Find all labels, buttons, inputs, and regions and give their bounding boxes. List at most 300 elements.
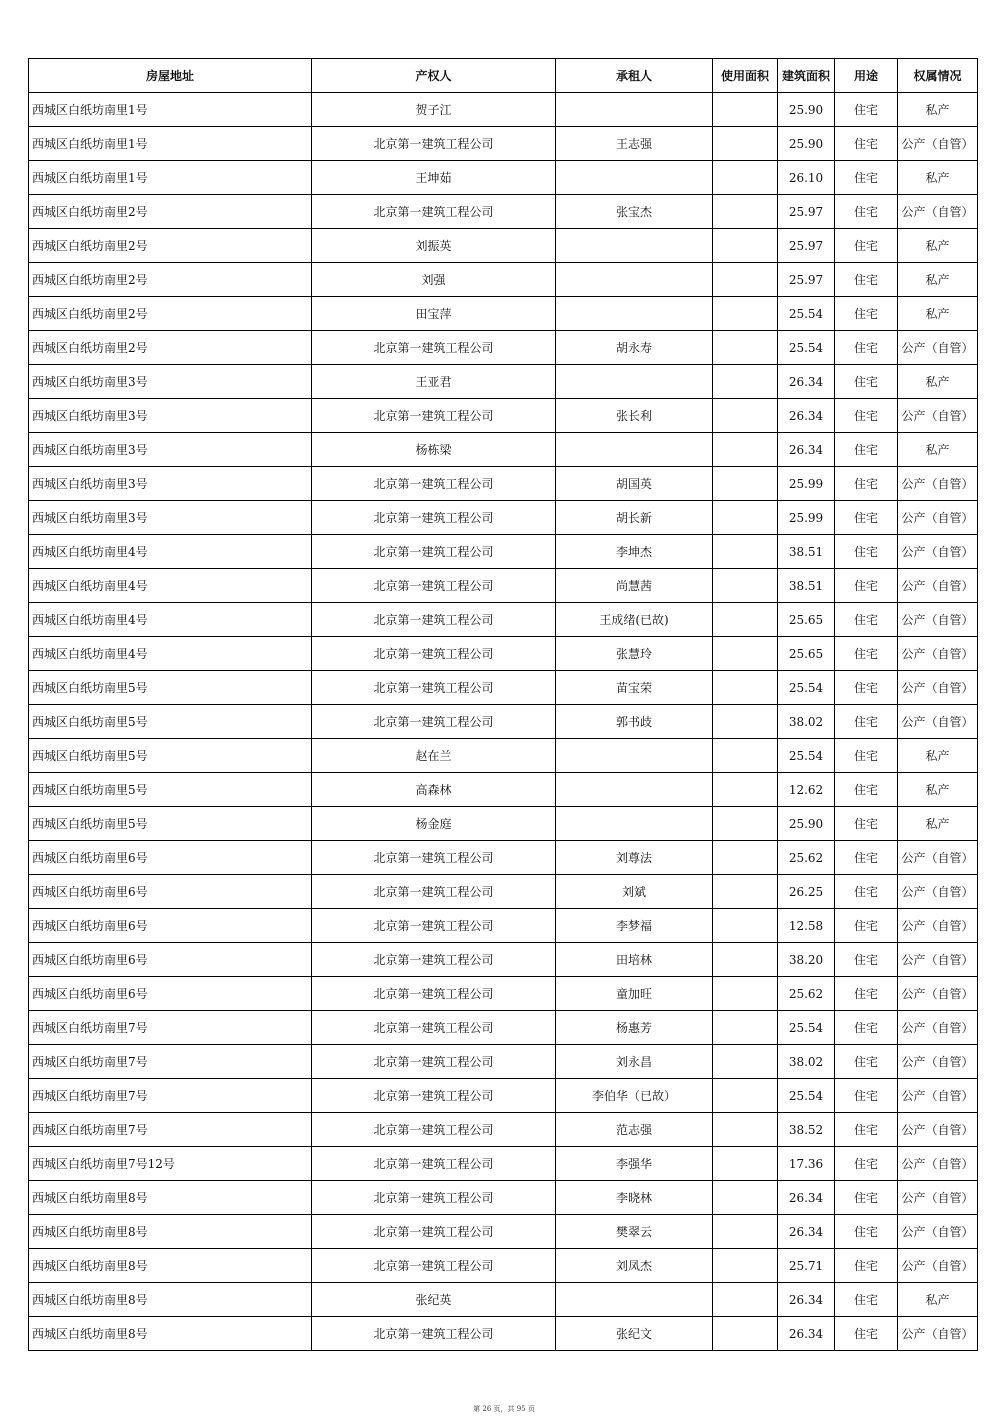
ownership-cell: 公产（自管）	[898, 569, 978, 603]
usable-area-cell	[713, 977, 778, 1011]
tenant-cell: 王志强	[556, 127, 713, 161]
tenant-cell: 李伯华（已故）	[556, 1079, 713, 1113]
usage-cell: 住宅	[835, 93, 898, 127]
address-cell: 西城区白纸坊南里5号	[29, 671, 312, 705]
ownership-cell: 私产	[898, 263, 978, 297]
building-area-cell: 26.10	[778, 161, 835, 195]
tenant-cell: 王成绪(已故)	[556, 603, 713, 637]
tenant-cell: 童加旺	[556, 977, 713, 1011]
owner-cell: 北京第一建筑工程公司	[312, 1249, 556, 1283]
usable-area-cell	[713, 773, 778, 807]
owner-cell: 张纪英	[312, 1283, 556, 1317]
table-row	[29, 637, 978, 671]
tenant-cell: 刘斌	[556, 875, 713, 909]
address-cell: 西城区白纸坊南里7号	[29, 1113, 312, 1147]
usage-cell: 住宅	[835, 467, 898, 501]
owner-cell: 北京第一建筑工程公司	[312, 569, 556, 603]
tenant-cell	[556, 297, 713, 331]
owner-cell: 北京第一建筑工程公司	[312, 1181, 556, 1215]
table-row	[29, 943, 978, 977]
owner-cell: 王坤茹	[312, 161, 556, 195]
tenant-cell	[556, 229, 713, 263]
owner-cell: 北京第一建筑工程公司	[312, 501, 556, 535]
address-cell: 西城区白纸坊南里2号	[29, 331, 312, 365]
owner-cell: 北京第一建筑工程公司	[312, 1079, 556, 1113]
owner-cell: 北京第一建筑工程公司	[312, 1147, 556, 1181]
usable-area-cell	[713, 603, 778, 637]
owner-cell: 北京第一建筑工程公司	[312, 841, 556, 875]
usable-area-cell	[713, 569, 778, 603]
table-row	[29, 1079, 978, 1113]
owner-cell: 北京第一建筑工程公司	[312, 671, 556, 705]
owner-cell: 北京第一建筑工程公司	[312, 1011, 556, 1045]
building-area-cell: 25.65	[778, 603, 835, 637]
usable-area-cell	[713, 637, 778, 671]
building-area-cell: 25.99	[778, 501, 835, 535]
usage-cell: 住宅	[835, 433, 898, 467]
usable-area-cell	[713, 1011, 778, 1045]
table-row	[29, 1249, 978, 1283]
address-cell: 西城区白纸坊南里1号	[29, 93, 312, 127]
ownership-cell: 公产（自管）	[898, 127, 978, 161]
header-owner: 产权人	[312, 59, 556, 93]
address-cell: 西城区白纸坊南里6号	[29, 909, 312, 943]
address-cell: 西城区白纸坊南里8号	[29, 1215, 312, 1249]
table-row	[29, 603, 978, 637]
owner-cell: 北京第一建筑工程公司	[312, 399, 556, 433]
table-row	[29, 1181, 978, 1215]
building-area-cell: 25.99	[778, 467, 835, 501]
address-cell: 西城区白纸坊南里5号	[29, 705, 312, 739]
tenant-cell: 尚慧茜	[556, 569, 713, 603]
owner-cell: 北京第一建筑工程公司	[312, 943, 556, 977]
building-area-cell: 25.54	[778, 1079, 835, 1113]
usage-cell: 住宅	[835, 229, 898, 263]
tenant-cell	[556, 161, 713, 195]
usable-area-cell	[713, 1317, 778, 1351]
address-cell: 西城区白纸坊南里1号	[29, 161, 312, 195]
ownership-cell: 私产	[898, 807, 978, 841]
building-area-cell: 26.34	[778, 433, 835, 467]
table-row	[29, 1113, 978, 1147]
tenant-cell: 范志强	[556, 1113, 713, 1147]
header-tenant: 承租人	[556, 59, 713, 93]
table-row	[29, 1147, 978, 1181]
ownership-cell: 私产	[898, 739, 978, 773]
building-area-cell: 26.34	[778, 1283, 835, 1317]
usage-cell: 住宅	[835, 807, 898, 841]
ownership-cell: 公产（自管）	[898, 603, 978, 637]
address-cell: 西城区白纸坊南里6号	[29, 841, 312, 875]
address-cell: 西城区白纸坊南里3号	[29, 501, 312, 535]
tenant-cell: 张长利	[556, 399, 713, 433]
usable-area-cell	[713, 807, 778, 841]
ownership-cell: 公产（自管）	[898, 1249, 978, 1283]
address-cell: 西城区白纸坊南里8号	[29, 1181, 312, 1215]
ownership-cell: 公产（自管）	[898, 1147, 978, 1181]
usable-area-cell	[713, 1249, 778, 1283]
tenant-cell: 杨惠芳	[556, 1011, 713, 1045]
table-row	[29, 739, 978, 773]
building-area-cell: 26.34	[778, 365, 835, 399]
table-row	[29, 909, 978, 943]
usable-area-cell	[713, 1215, 778, 1249]
ownership-cell: 公产（自管）	[898, 841, 978, 875]
usable-area-cell	[713, 467, 778, 501]
usable-area-cell	[713, 1283, 778, 1317]
address-cell: 西城区白纸坊南里3号	[29, 467, 312, 501]
ownership-cell: 公产（自管）	[898, 909, 978, 943]
owner-cell: 北京第一建筑工程公司	[312, 909, 556, 943]
ownership-cell: 私产	[898, 93, 978, 127]
address-cell: 西城区白纸坊南里8号	[29, 1249, 312, 1283]
building-area-cell: 26.34	[778, 1215, 835, 1249]
address-cell: 西城区白纸坊南里8号	[29, 1283, 312, 1317]
usage-cell: 住宅	[835, 569, 898, 603]
ownership-cell: 公产（自管）	[898, 331, 978, 365]
usage-cell: 住宅	[835, 263, 898, 297]
header-row	[29, 59, 978, 93]
usage-cell: 住宅	[835, 909, 898, 943]
owner-cell: 北京第一建筑工程公司	[312, 637, 556, 671]
address-cell: 西城区白纸坊南里1号	[29, 127, 312, 161]
building-area-cell: 25.90	[778, 93, 835, 127]
tenant-cell: 刘永昌	[556, 1045, 713, 1079]
usable-area-cell	[713, 195, 778, 229]
owner-cell: 北京第一建筑工程公司	[312, 1113, 556, 1147]
table-row	[29, 161, 978, 195]
building-area-cell: 12.62	[778, 773, 835, 807]
usable-area-cell	[713, 365, 778, 399]
usage-cell: 住宅	[835, 1045, 898, 1079]
building-area-cell: 25.54	[778, 739, 835, 773]
owner-cell: 高森林	[312, 773, 556, 807]
building-area-cell: 25.54	[778, 1011, 835, 1045]
usable-area-cell	[713, 739, 778, 773]
usable-area-cell	[713, 263, 778, 297]
usable-area-cell	[713, 93, 778, 127]
owner-cell: 杨金庭	[312, 807, 556, 841]
owner-cell: 北京第一建筑工程公司	[312, 195, 556, 229]
owner-cell: 贺子江	[312, 93, 556, 127]
usage-cell: 住宅	[835, 603, 898, 637]
owner-cell: 北京第一建筑工程公司	[312, 705, 556, 739]
usage-cell: 住宅	[835, 1011, 898, 1045]
building-area-cell: 25.62	[778, 841, 835, 875]
usable-area-cell	[713, 1113, 778, 1147]
usable-area-cell	[713, 943, 778, 977]
tenant-cell: 李强华	[556, 1147, 713, 1181]
owner-cell: 刘强	[312, 263, 556, 297]
tenant-cell: 刘尊法	[556, 841, 713, 875]
usage-cell: 住宅	[835, 705, 898, 739]
usage-cell: 住宅	[835, 875, 898, 909]
tenant-cell: 樊翠云	[556, 1215, 713, 1249]
usage-cell: 住宅	[835, 501, 898, 535]
building-area-cell: 25.90	[778, 127, 835, 161]
owner-cell: 赵在兰	[312, 739, 556, 773]
table-body	[29, 93, 978, 1351]
building-area-cell: 25.54	[778, 671, 835, 705]
table-row	[29, 331, 978, 365]
owner-cell: 王亚君	[312, 365, 556, 399]
building-area-cell: 25.62	[778, 977, 835, 1011]
usage-cell: 住宅	[835, 977, 898, 1011]
usage-cell: 住宅	[835, 1079, 898, 1113]
table-row	[29, 229, 978, 263]
address-cell: 西城区白纸坊南里7号	[29, 1045, 312, 1079]
address-cell: 西城区白纸坊南里5号	[29, 773, 312, 807]
table-row	[29, 501, 978, 535]
owner-cell: 北京第一建筑工程公司	[312, 535, 556, 569]
owner-cell: 北京第一建筑工程公司	[312, 977, 556, 1011]
header-usage: 用途	[835, 59, 898, 93]
table-row	[29, 467, 978, 501]
table-row	[29, 127, 978, 161]
building-area-cell: 25.65	[778, 637, 835, 671]
usage-cell: 住宅	[835, 1215, 898, 1249]
address-cell: 西城区白纸坊南里4号	[29, 603, 312, 637]
tenant-cell	[556, 773, 713, 807]
usage-cell: 住宅	[835, 297, 898, 331]
usable-area-cell	[713, 229, 778, 263]
building-area-cell: 26.34	[778, 1317, 835, 1351]
ownership-cell: 私产	[898, 161, 978, 195]
table-row	[29, 93, 978, 127]
usage-cell: 住宅	[835, 127, 898, 161]
table-row	[29, 1317, 978, 1351]
tenant-cell: 李梦福	[556, 909, 713, 943]
header-usable-area: 使用面积	[713, 59, 778, 93]
usable-area-cell	[713, 671, 778, 705]
tenant-cell	[556, 807, 713, 841]
address-cell: 西城区白纸坊南里3号	[29, 399, 312, 433]
table-row	[29, 705, 978, 739]
usable-area-cell	[713, 127, 778, 161]
address-cell: 西城区白纸坊南里6号	[29, 943, 312, 977]
usage-cell: 住宅	[835, 1181, 898, 1215]
owner-cell: 北京第一建筑工程公司	[312, 1045, 556, 1079]
tenant-cell: 刘凤杰	[556, 1249, 713, 1283]
table-row	[29, 875, 978, 909]
tenant-cell	[556, 433, 713, 467]
table-row	[29, 1011, 978, 1045]
usable-area-cell	[713, 501, 778, 535]
table-row	[29, 569, 978, 603]
building-area-cell: 25.90	[778, 807, 835, 841]
address-cell: 西城区白纸坊南里4号	[29, 535, 312, 569]
usage-cell: 住宅	[835, 1283, 898, 1317]
address-cell: 西城区白纸坊南里7号	[29, 1011, 312, 1045]
tenant-cell	[556, 263, 713, 297]
usable-area-cell	[713, 909, 778, 943]
tenant-cell: 张慧玲	[556, 637, 713, 671]
owner-cell: 北京第一建筑工程公司	[312, 1215, 556, 1249]
table-row	[29, 263, 978, 297]
usage-cell: 住宅	[835, 773, 898, 807]
usage-cell: 住宅	[835, 535, 898, 569]
ownership-cell: 私产	[898, 297, 978, 331]
table-row	[29, 977, 978, 1011]
ownership-cell: 公产（自管）	[898, 535, 978, 569]
tenant-cell: 张纪文	[556, 1317, 713, 1351]
ownership-cell: 私产	[898, 1283, 978, 1317]
building-area-cell: 38.02	[778, 1045, 835, 1079]
address-cell: 西城区白纸坊南里7号12号	[29, 1147, 312, 1181]
building-area-cell: 38.51	[778, 569, 835, 603]
usage-cell: 住宅	[835, 1113, 898, 1147]
tenant-cell	[556, 1283, 713, 1317]
ownership-cell: 公产（自管）	[898, 1113, 978, 1147]
usage-cell: 住宅	[835, 1249, 898, 1283]
address-cell: 西城区白纸坊南里2号	[29, 195, 312, 229]
usable-area-cell	[713, 875, 778, 909]
ownership-cell: 公产（自管）	[898, 875, 978, 909]
page-number: 第 26 页，共 95 页	[473, 1405, 535, 1413]
header-address: 房屋地址	[29, 59, 312, 93]
usable-area-cell	[713, 331, 778, 365]
address-cell: 西城区白纸坊南里2号	[29, 297, 312, 331]
ownership-cell: 公产（自管）	[898, 1181, 978, 1215]
property-table	[28, 58, 978, 1351]
address-cell: 西城区白纸坊南里4号	[29, 569, 312, 603]
owner-cell: 北京第一建筑工程公司	[312, 603, 556, 637]
tenant-cell: 李坤杰	[556, 535, 713, 569]
table-row	[29, 365, 978, 399]
table-row	[29, 841, 978, 875]
usable-area-cell	[713, 1045, 778, 1079]
building-area-cell: 25.97	[778, 195, 835, 229]
tenant-cell: 胡长新	[556, 501, 713, 535]
ownership-cell: 公产（自管）	[898, 1079, 978, 1113]
address-cell: 西城区白纸坊南里5号	[29, 807, 312, 841]
ownership-cell: 公产（自管）	[898, 1045, 978, 1079]
tenant-cell	[556, 739, 713, 773]
table-row	[29, 773, 978, 807]
usage-cell: 住宅	[835, 739, 898, 773]
tenant-cell: 郭书歧	[556, 705, 713, 739]
usage-cell: 住宅	[835, 195, 898, 229]
address-cell: 西城区白纸坊南里5号	[29, 739, 312, 773]
usable-area-cell	[713, 161, 778, 195]
usable-area-cell	[713, 1147, 778, 1181]
owner-cell: 北京第一建筑工程公司	[312, 127, 556, 161]
building-area-cell: 25.97	[778, 263, 835, 297]
ownership-cell: 公产（自管）	[898, 637, 978, 671]
usage-cell: 住宅	[835, 399, 898, 433]
address-cell: 西城区白纸坊南里6号	[29, 875, 312, 909]
usable-area-cell	[713, 841, 778, 875]
ownership-cell: 公产（自管）	[898, 705, 978, 739]
table-row	[29, 1215, 978, 1249]
table-row	[29, 297, 978, 331]
building-area-cell: 26.34	[778, 399, 835, 433]
table-row	[29, 399, 978, 433]
owner-cell: 刘振英	[312, 229, 556, 263]
usable-area-cell	[713, 535, 778, 569]
ownership-cell: 私产	[898, 433, 978, 467]
building-area-cell: 26.25	[778, 875, 835, 909]
usage-cell: 住宅	[835, 637, 898, 671]
table-row	[29, 671, 978, 705]
building-area-cell: 25.54	[778, 297, 835, 331]
table-row	[29, 433, 978, 467]
ownership-cell: 公产（自管）	[898, 399, 978, 433]
ownership-cell: 私产	[898, 229, 978, 263]
address-cell: 西城区白纸坊南里2号	[29, 229, 312, 263]
ownership-cell: 公产（自管）	[898, 671, 978, 705]
usage-cell: 住宅	[835, 1317, 898, 1351]
tenant-cell	[556, 365, 713, 399]
owner-cell: 北京第一建筑工程公司	[312, 467, 556, 501]
usage-cell: 住宅	[835, 841, 898, 875]
building-area-cell: 17.36	[778, 1147, 835, 1181]
ownership-cell: 公产（自管）	[898, 1011, 978, 1045]
owner-cell: 北京第一建筑工程公司	[312, 331, 556, 365]
ownership-cell: 公产（自管）	[898, 1215, 978, 1249]
tenant-cell: 胡国英	[556, 467, 713, 501]
ownership-cell: 公产（自管）	[898, 195, 978, 229]
owner-cell: 北京第一建筑工程公司	[312, 1317, 556, 1351]
table-row	[29, 1045, 978, 1079]
address-cell: 西城区白纸坊南里7号	[29, 1079, 312, 1113]
ownership-cell: 公产（自管）	[898, 467, 978, 501]
usable-area-cell	[713, 705, 778, 739]
building-area-cell: 12.58	[778, 909, 835, 943]
tenant-cell: 苗宝荣	[556, 671, 713, 705]
ownership-cell: 公产（自管）	[898, 1317, 978, 1351]
building-area-cell: 38.20	[778, 943, 835, 977]
address-cell: 西城区白纸坊南里3号	[29, 433, 312, 467]
owner-cell: 杨栋梁	[312, 433, 556, 467]
table-row	[29, 195, 978, 229]
usable-area-cell	[713, 399, 778, 433]
address-cell: 西城区白纸坊南里6号	[29, 977, 312, 1011]
header-ownership: 权属情况	[898, 59, 978, 93]
tenant-cell: 田培林	[556, 943, 713, 977]
ownership-cell: 公产（自管）	[898, 501, 978, 535]
ownership-cell: 公产（自管）	[898, 977, 978, 1011]
owner-cell: 北京第一建筑工程公司	[312, 875, 556, 909]
usage-cell: 住宅	[835, 365, 898, 399]
building-area-cell: 26.34	[778, 1181, 835, 1215]
address-cell: 西城区白纸坊南里8号	[29, 1317, 312, 1351]
usage-cell: 住宅	[835, 1147, 898, 1181]
usable-area-cell	[713, 1079, 778, 1113]
building-area-cell: 25.54	[778, 331, 835, 365]
usable-area-cell	[713, 1181, 778, 1215]
tenant-cell: 胡永寿	[556, 331, 713, 365]
tenant-cell	[556, 93, 713, 127]
owner-cell: 田宝萍	[312, 297, 556, 331]
address-cell: 西城区白纸坊南里4号	[29, 637, 312, 671]
header-building-area: 建筑面积	[778, 59, 835, 93]
tenant-cell: 张宝杰	[556, 195, 713, 229]
table-header	[29, 59, 978, 93]
ownership-cell: 公产（自管）	[898, 943, 978, 977]
table-row	[29, 1283, 978, 1317]
building-area-cell: 25.71	[778, 1249, 835, 1283]
building-area-cell: 38.51	[778, 535, 835, 569]
table-row	[29, 535, 978, 569]
usage-cell: 住宅	[835, 943, 898, 977]
building-area-cell: 25.97	[778, 229, 835, 263]
usable-area-cell	[713, 297, 778, 331]
usage-cell: 住宅	[835, 161, 898, 195]
usage-cell: 住宅	[835, 331, 898, 365]
table-row	[29, 807, 978, 841]
tenant-cell: 李晓林	[556, 1181, 713, 1215]
